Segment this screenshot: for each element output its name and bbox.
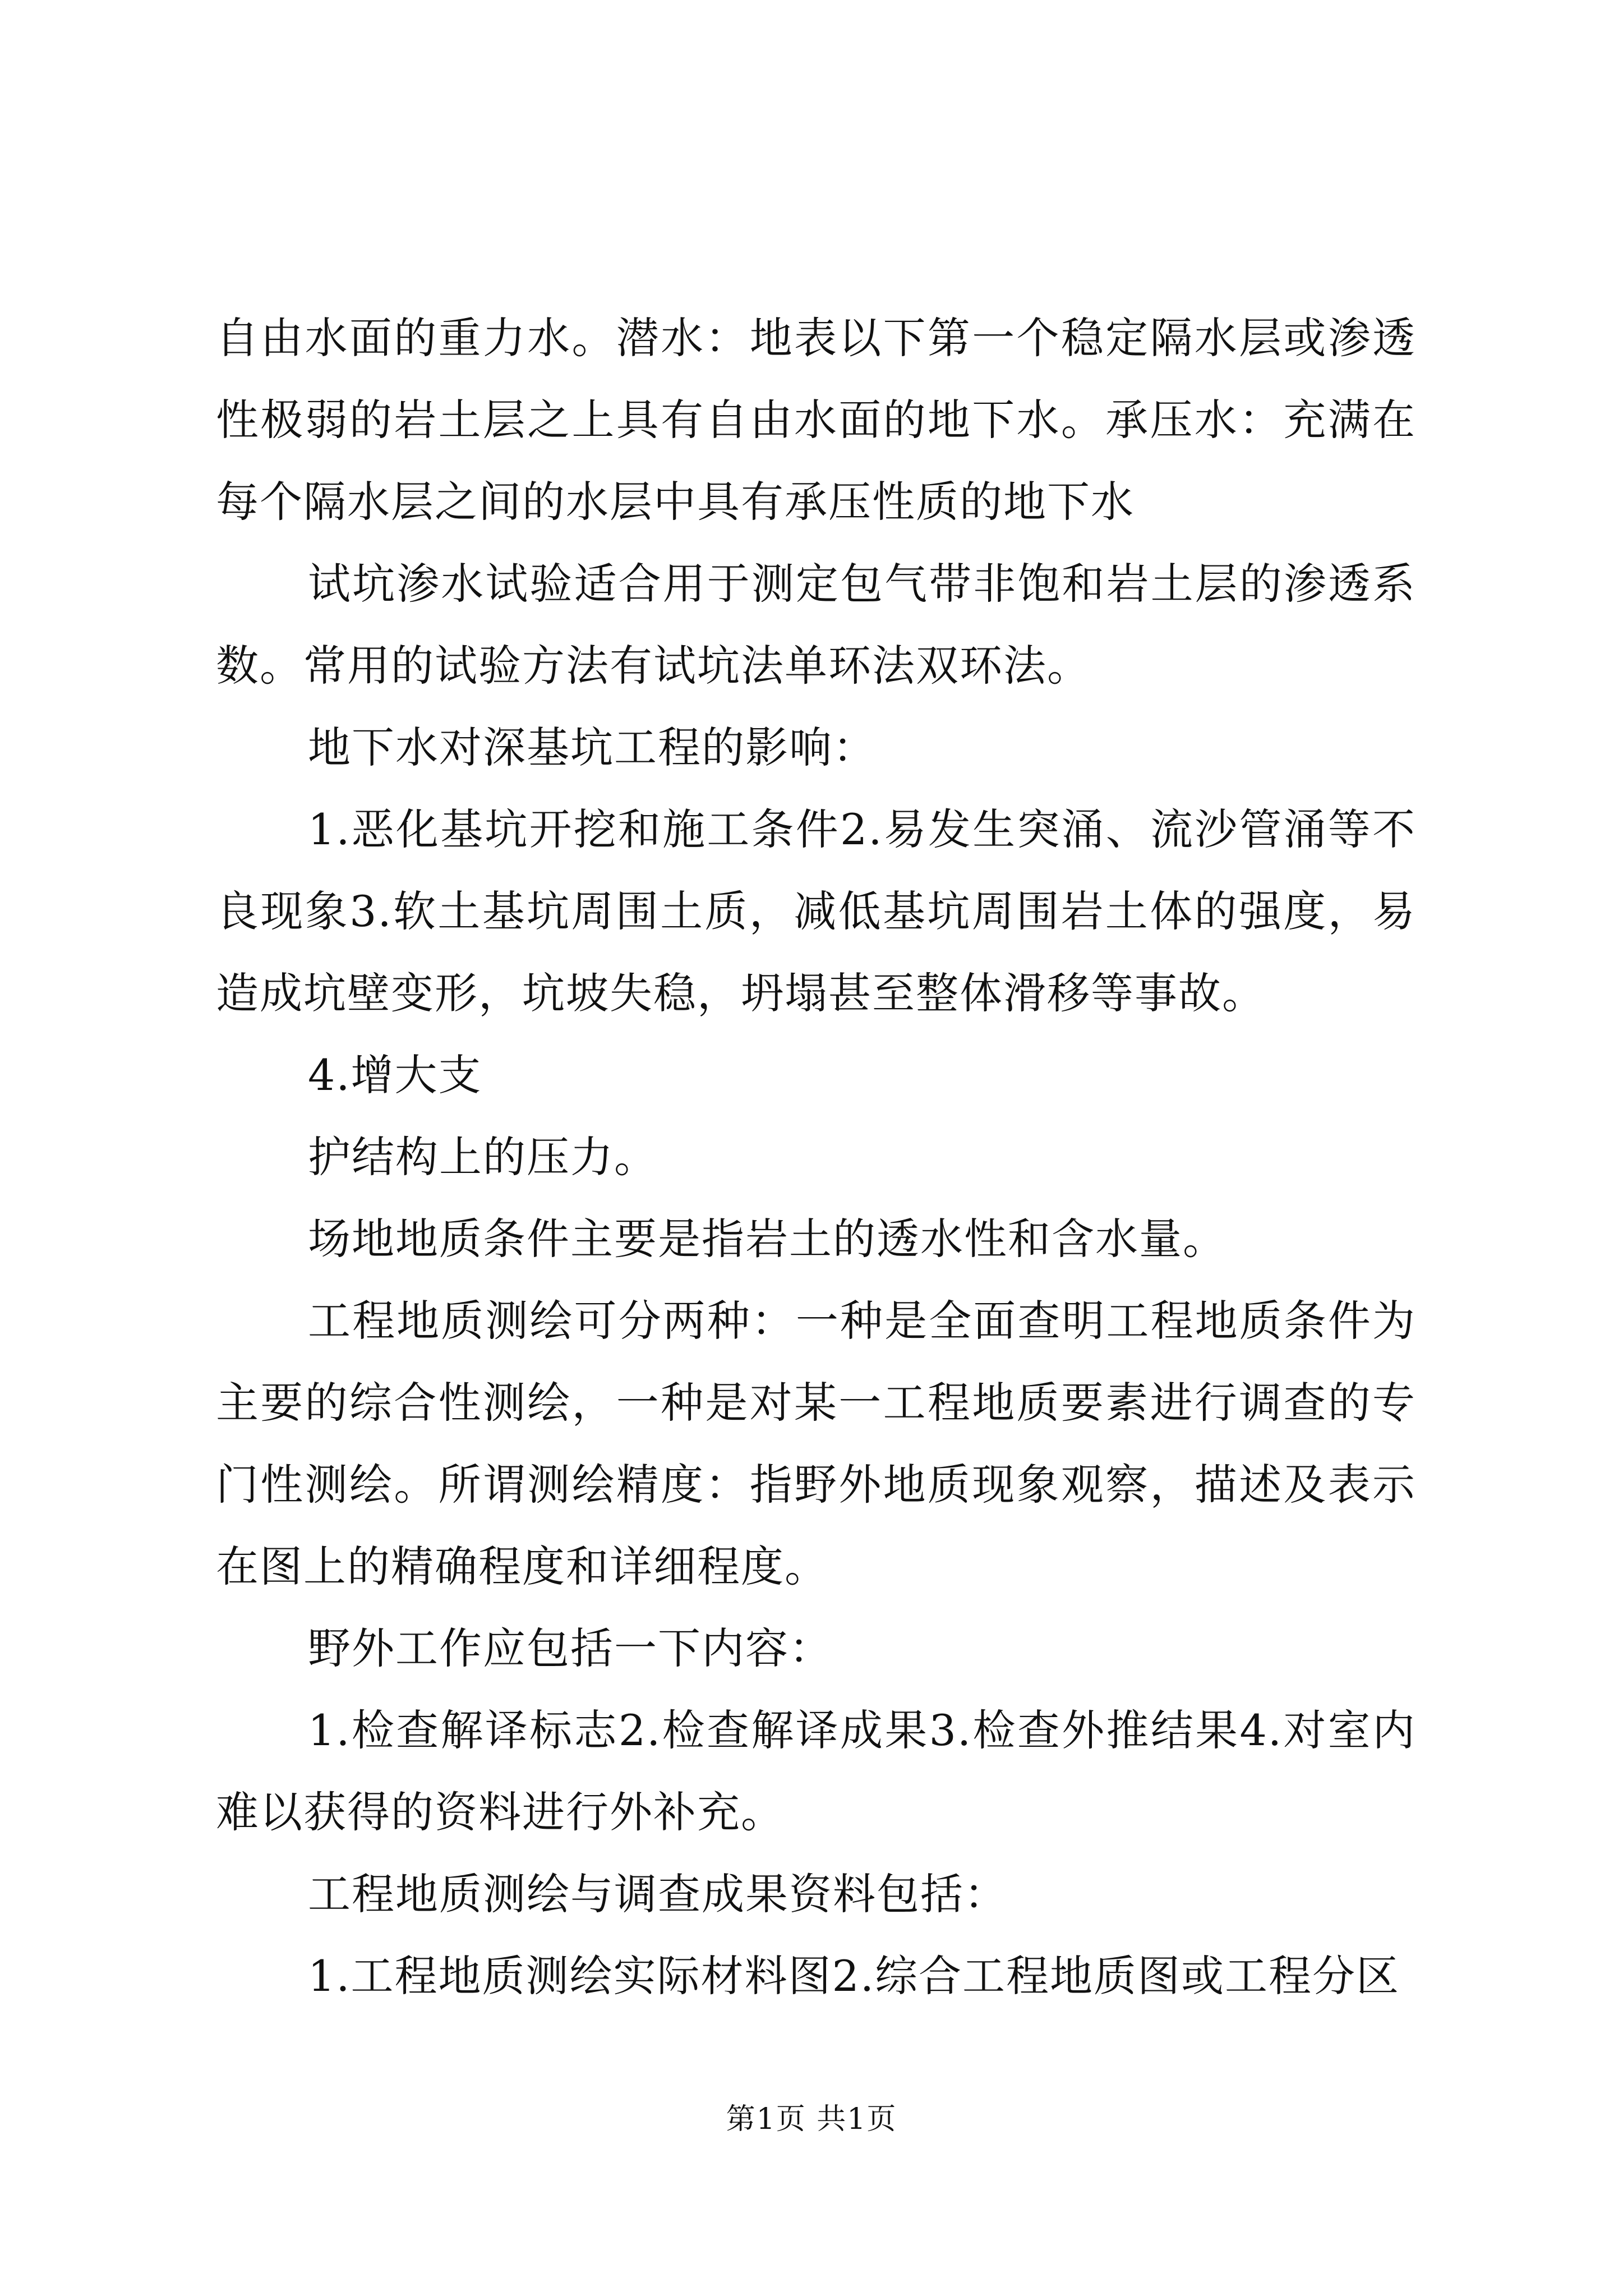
- page-number-footer: 第1页 共1页: [726, 2102, 897, 2136]
- paragraph-field-work-list: 1.检查解译标志2.检查解译成果3.检查外推结果4.对室内难以获得的资料进行外补充。: [216, 1705, 1416, 1837]
- paragraph-pit-seepage-test: 试坑渗水试验适合用于测定包气带非饱和岩土层的渗透系数。常用的试验方法有试坑法单环法双环法。: [216, 559, 1416, 691]
- paragraph-groundwater-definitions: 自由水面的重力水。潜水：地表以下第一个稳定隔水层或渗透性极弱的岩土层之上具有自由水面的地下水。承压水：充满在每个隔水层之间的水层中具有承压性质的地下水: [216, 313, 1416, 527]
- paragraph-results-heading: 工程地质测绘与调查成果资料包括：: [308, 1869, 1008, 1919]
- paragraph-results-list: 1.工程地质测绘实际材料图2.综合工程地质图或工程分区: [308, 1951, 1400, 2001]
- paragraph-mapping-types: 工程地质测绘可分两种：一种是全面查明工程地质条件为主要的综合性测绘，一种是对某一工程地质要素进行调查的专门性测绘。所谓测绘精度：指野外地质现象观察，描述及表示在图上的精确程度和详细程度。: [216, 1296, 1416, 1591]
- paragraph-impact-item-4-continued: 护结构上的压力。: [308, 1132, 658, 1182]
- paragraph-groundwater-impact-heading: 地下水对深基坑工程的影响：: [308, 723, 877, 772]
- paragraph-field-work-heading: 野外工作应包括一下内容：: [308, 1623, 833, 1673]
- paragraph-groundwater-impact-list: 1.恶化基坑开挖和施工条件2.易发生突涌、流沙管涌等不良现象3.软土基坑周围土质，减低基坑周围岩土体的强度，易造成坑壁变形，坑坡失稳，坍塌甚至整体滑移等事故。: [216, 804, 1416, 1018]
- paragraph-site-conditions: 场地地质条件主要是指岩土的透水性和含水量。: [308, 1214, 1227, 1264]
- paragraph-impact-item-4: 4.增大支: [308, 1050, 482, 1100]
- document-body: [216, 297, 1416, 2017]
